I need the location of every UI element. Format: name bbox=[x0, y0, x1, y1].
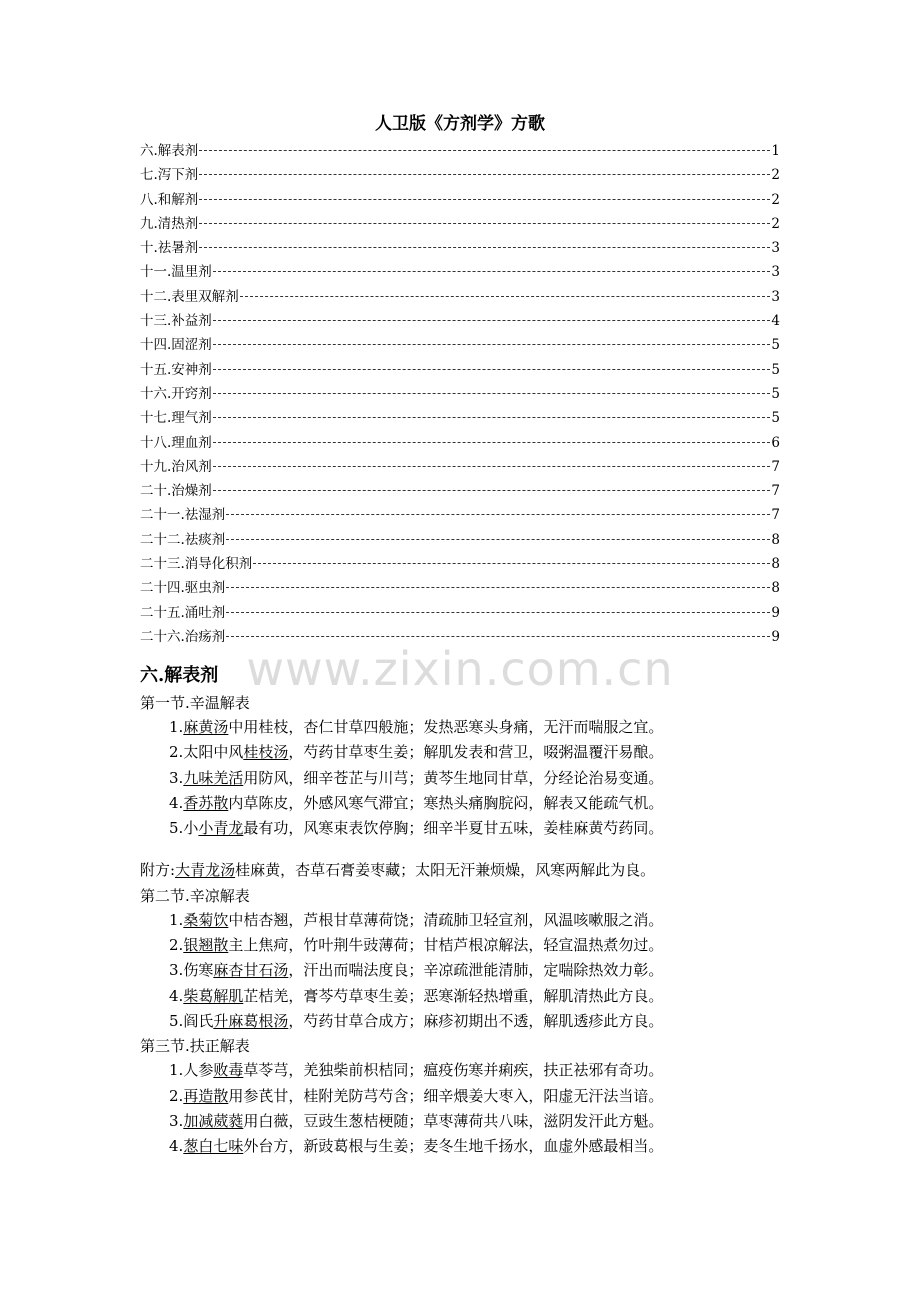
toc-entry-label: 十二.表里双解剂 bbox=[140, 288, 239, 305]
verse-text: 用白薇，豆豉生葱桔梗随；草枣薄荷共八味，滋阴发汗此方魁。 bbox=[243, 1111, 664, 1130]
formula-verse bbox=[140, 766, 780, 791]
toc-page-number: 2 bbox=[771, 215, 780, 232]
formula-name: 加减葳蕤 bbox=[183, 1111, 244, 1130]
formula-name: 升麻葛根汤 bbox=[213, 1011, 289, 1030]
toc-page-number: 1 bbox=[771, 143, 780, 159]
toc-page-number: 5 bbox=[771, 361, 780, 378]
section-title: 第二节.辛凉解表 bbox=[140, 886, 250, 905]
verse-number: 1. bbox=[169, 1061, 184, 1080]
toc-entry-label: 二十.治燥剂 bbox=[140, 483, 212, 500]
formula-name: 九味羌活 bbox=[183, 768, 244, 787]
toc-entry-label: 六.解表剂 bbox=[140, 143, 199, 159]
formula-verse bbox=[140, 1009, 780, 1034]
verse-number: 5. bbox=[169, 819, 184, 838]
formula-name: 柴葛解肌 bbox=[183, 986, 244, 1005]
toc-page-number: 8 bbox=[771, 556, 780, 573]
toc-leader-dots bbox=[226, 523, 770, 540]
verse-number: 4. bbox=[169, 793, 184, 812]
watermark: www.zixin.com.cn bbox=[246, 642, 674, 696]
toc-leader-dots bbox=[253, 547, 770, 564]
verse-number: 3. bbox=[169, 768, 184, 787]
toc-page-number: 8 bbox=[771, 531, 780, 548]
verse-text: 草苓芎，羌独柴前枳桔同；瘟疫伤寒并痢疾，扶正祛邪有奇功。 bbox=[243, 1061, 664, 1080]
toc-page-number: 9 bbox=[771, 628, 780, 645]
toc-leader-dots bbox=[213, 450, 771, 467]
toc-entry-label: 八.和解剂 bbox=[140, 191, 199, 208]
formula-name: 再造散 bbox=[183, 1086, 229, 1105]
appendix-verse bbox=[140, 858, 780, 883]
verse-text: 中用桂枝，杏仁甘草四般施；发热恶寒头身痛，无汗而喘服之宜。 bbox=[228, 718, 664, 736]
toc-leader-dots bbox=[199, 183, 770, 200]
formula-verse bbox=[140, 1084, 780, 1109]
formula-verse bbox=[140, 1134, 780, 1159]
toc-entry-label: 十.祛暑剂 bbox=[140, 240, 199, 257]
toc-leader-dots bbox=[213, 426, 771, 443]
verse-number: 2. bbox=[169, 743, 184, 762]
toc-entry-label: 七.泻下剂 bbox=[140, 167, 199, 184]
verse-text: 用参芪甘，桂附羌防芎芍含；细辛煨姜大枣入，阳虚无汗法当谙。 bbox=[228, 1086, 664, 1105]
toc-entry-label: 二十四.驱虫剂 bbox=[140, 580, 226, 597]
verse-text: 最有功，风寒束表饮停胸；细辛半夏甘五味，姜桂麻黄芍药同。 bbox=[243, 819, 664, 838]
toc-leader-dots bbox=[199, 231, 770, 248]
section-title: 第一节.辛温解表 bbox=[140, 694, 250, 712]
toc-page-number: 5 bbox=[771, 337, 780, 354]
toc-leader-dots bbox=[226, 571, 770, 588]
toc-entry-label: 十五.安神剂 bbox=[140, 361, 212, 378]
formula-verse bbox=[140, 791, 780, 816]
verse-prefix: 伤寒 bbox=[183, 961, 214, 980]
toc-leader-dots bbox=[199, 134, 770, 151]
toc-leader-dots bbox=[226, 498, 770, 515]
verse-number: 3. bbox=[169, 1111, 184, 1130]
toc-leader-dots bbox=[213, 474, 771, 491]
formula-verse bbox=[140, 933, 780, 958]
toc-entry-label: 二十三.消导化积剂 bbox=[140, 556, 253, 573]
verse-number: 4. bbox=[169, 1137, 184, 1156]
toc-page-number: 7 bbox=[771, 483, 780, 500]
toc-leader-dots bbox=[199, 207, 770, 224]
formula-name: 银翘散 bbox=[183, 936, 229, 955]
section-title: 第三节.扶正解表 bbox=[140, 1037, 250, 1056]
formula-name: 葱白七味 bbox=[183, 1137, 244, 1156]
document-title: 人卫版《方剂学》方歌 bbox=[375, 114, 545, 134]
toc-leader-dots bbox=[226, 596, 770, 613]
toc-entry-label: 十一.温里剂 bbox=[140, 264, 212, 281]
formula-name: 麻黄汤 bbox=[183, 718, 229, 736]
toc-page-number: 3 bbox=[771, 240, 780, 257]
toc-leader-dots bbox=[199, 158, 770, 175]
verse-text: 芷桔羌，膏芩芍草枣生姜；恶寒渐轻热增重，解肌清热此方良。 bbox=[243, 986, 664, 1005]
formula-name: 小青龙 bbox=[198, 819, 244, 838]
formula-verse bbox=[140, 1058, 780, 1083]
toc-leader-dots bbox=[213, 328, 771, 345]
formula-name: 香苏散 bbox=[183, 793, 229, 812]
toc-page-number: 3 bbox=[771, 264, 780, 281]
toc-page-number: 2 bbox=[771, 191, 780, 208]
toc-page-number: 9 bbox=[771, 604, 780, 621]
toc-entry-label: 十七.理气剂 bbox=[140, 410, 212, 427]
verse-text: ，汗出而喘法度良；辛凉疏泄能清肺，定喘除热效力彰。 bbox=[288, 961, 664, 980]
toc-page-number: 8 bbox=[771, 580, 780, 597]
verse-number: 2. bbox=[169, 936, 184, 955]
toc-page-number: 2 bbox=[771, 167, 780, 184]
formula-name: 桑菊饮 bbox=[183, 910, 229, 929]
toc-entry-label: 十八.理血剂 bbox=[140, 434, 212, 451]
toc-entry-label: 二十一.祛湿剂 bbox=[140, 507, 226, 524]
formula-verse bbox=[140, 816, 780, 841]
verse-text: 桂麻黄，杏草石膏姜枣藏；太阳无汗兼烦燥，风寒两解此为良。 bbox=[235, 861, 656, 880]
chapter-title: 六.解表剂 bbox=[140, 665, 219, 686]
verse-prefix: 太阳中风 bbox=[183, 743, 244, 762]
formula-name: 败毒 bbox=[213, 1061, 244, 1080]
toc-page-number: 3 bbox=[771, 288, 780, 305]
toc-leader-dots bbox=[213, 255, 771, 272]
verse-prefix: 阎氏 bbox=[183, 1011, 214, 1030]
verse-number: 1. bbox=[169, 718, 184, 736]
formula-verse bbox=[140, 715, 780, 740]
toc-leader-dots bbox=[240, 280, 771, 297]
verse-text: ，芍药甘草合成方；麻疹初期出不透，解肌透疹此方良。 bbox=[288, 1011, 664, 1030]
verse-number: 4. bbox=[169, 986, 184, 1005]
table-of-contents bbox=[140, 138, 780, 648]
toc-page-number: 5 bbox=[771, 385, 780, 402]
formula-verse bbox=[140, 1109, 780, 1134]
toc-page-number: 5 bbox=[771, 410, 780, 427]
toc-leader-dots bbox=[213, 377, 771, 394]
formula-name: 麻杏甘石汤 bbox=[213, 961, 289, 980]
toc-leader-dots bbox=[213, 401, 771, 418]
formula-verse bbox=[140, 958, 780, 983]
verse-number: 1. bbox=[169, 910, 184, 929]
toc-page-number: 6 bbox=[771, 434, 780, 451]
formula-verse bbox=[140, 740, 780, 765]
toc-entry-label: 二十五.涌吐剂 bbox=[140, 604, 226, 621]
toc-page-number: 4 bbox=[771, 313, 780, 330]
appendix-label: 附方: bbox=[140, 861, 176, 880]
toc-entry-label: 十三.补益剂 bbox=[140, 313, 212, 330]
toc-leader-dots bbox=[213, 304, 771, 321]
toc-entry-label: 二十六.治疡剂 bbox=[140, 628, 226, 645]
verse-text: 外台方，新豉葛根与生姜；麦冬生地千扬水，血虚外感最相当。 bbox=[243, 1137, 664, 1156]
verse-text: 主上焦疴，竹叶荆牛豉薄荷；甘桔芦根凉解法，轻宣温热煮勿过。 bbox=[228, 936, 664, 955]
toc-page-number: 7 bbox=[771, 458, 780, 475]
toc-entry-label: 十九.治风剂 bbox=[140, 458, 212, 475]
verse-text: 内草陈皮，外感风寒气滞宜；寒热头痛胸脘闷，解表又能疏气机。 bbox=[228, 793, 664, 812]
toc-page-number: 7 bbox=[771, 507, 780, 524]
verse-text: ，芍药甘草枣生姜；解肌发表和营卫，啜粥温覆汗易酿。 bbox=[288, 743, 664, 762]
toc-entry-label: 十六.开窍剂 bbox=[140, 385, 212, 402]
toc-entry-label: 二十二.祛痰剂 bbox=[140, 531, 226, 548]
verse-number: 3. bbox=[169, 961, 184, 980]
toc-leader-dots bbox=[226, 620, 770, 637]
toc-leader-dots bbox=[213, 353, 771, 370]
formula-name: 桂枝汤 bbox=[243, 743, 289, 762]
toc-entry-label: 九.清热剂 bbox=[140, 215, 199, 232]
verse-number: 5. bbox=[169, 1011, 184, 1030]
formula-verse bbox=[140, 984, 780, 1009]
verse-number: 2. bbox=[169, 1086, 184, 1105]
formula-name: 大青龙汤 bbox=[175, 861, 236, 880]
verse-text: 中桔杏翘，芦根甘草薄荷饶；清疏肺卫轻宣剂，风温咳嗽服之消。 bbox=[228, 910, 664, 929]
verse-prefix: 人参 bbox=[183, 1061, 214, 1080]
formula-verse bbox=[140, 908, 780, 933]
toc-entry-label: 十四.固涩剂 bbox=[140, 337, 212, 354]
verse-text: 用防风，细辛苍芷与川芎；黄芩生地同甘草，分经论治易变通。 bbox=[243, 768, 664, 787]
chapter-body bbox=[140, 661, 780, 1159]
verse-prefix: 小 bbox=[183, 819, 199, 838]
